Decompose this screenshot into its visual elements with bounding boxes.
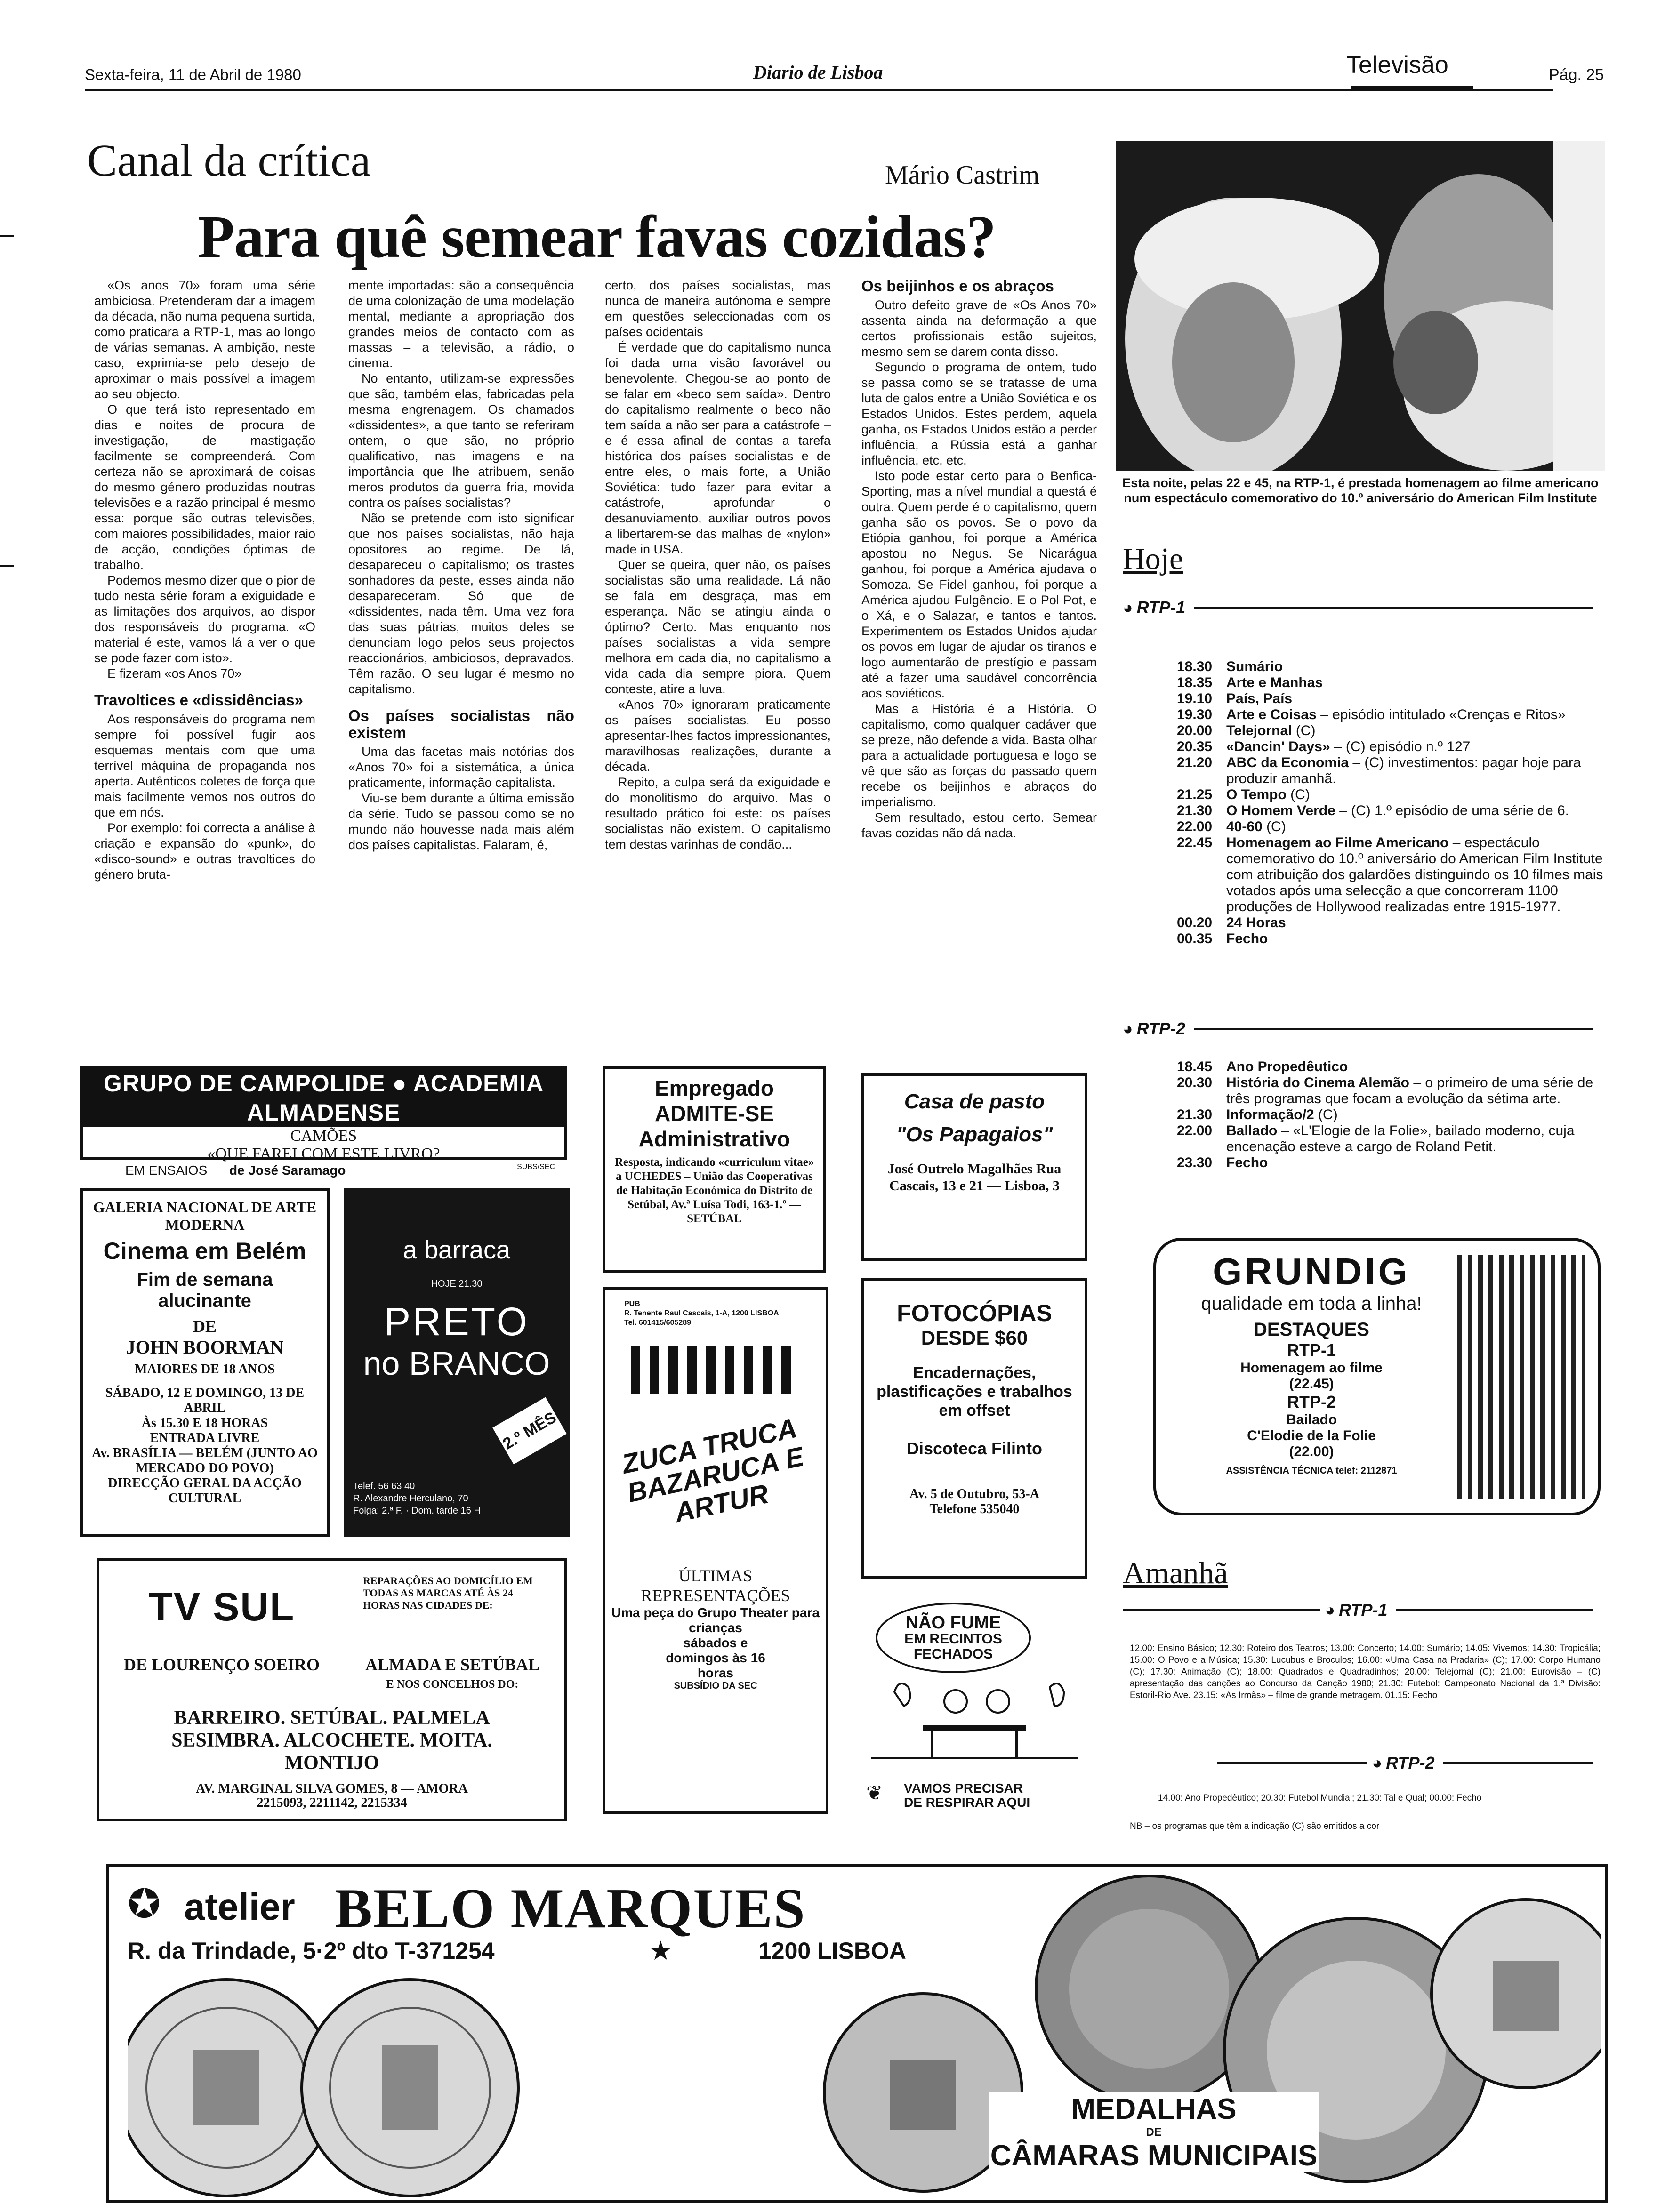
campolide-line: «QUE FAREI COM ESTE LIVRO? — [207, 1145, 440, 1162]
galeria-line: MAIORES DE 18 ANOS — [135, 1362, 275, 1377]
subheading: Os beijinhos e os abraços — [861, 277, 1054, 295]
nao-fume-line: EM RECINTOS FECHADOS — [904, 1631, 1002, 1662]
speaker-grille — [1457, 1255, 1585, 1499]
zuca-line: REPRESENTAÇÕES — [641, 1586, 790, 1605]
schedule-description: – (C) investimentos: pagar hoje para produzir amanhã. — [1226, 755, 1581, 786]
galeria-line: Av. BRASÍLIA — BELÉM (JUNTO AO MERCADO DO POVO) — [92, 1446, 318, 1475]
paragraph: Podemos mesmo dizer que o pior de tudo nesta série foram a exiguidade e as limitações dos arquivos, ao dispor dos responsáveis do programa. «O material é este, vamos lá a ver o que se pode fazer com isto». — [94, 573, 315, 665]
schedule-program: O Homem Verde — [1226, 803, 1335, 818]
color-note: NB – os programas que têm a indicação (C) são emitidos a cor — [1130, 1821, 1380, 1831]
schedule-time: 20.30 — [1177, 1075, 1213, 1090]
schedule-time: 21.30 — [1177, 1107, 1213, 1122]
belo-address: R. da Trindade, 5·2º dto T-371254 — [128, 1938, 495, 1964]
schedule-row — [1177, 835, 1605, 915]
galeria-ad — [80, 1188, 330, 1537]
paragraph: E fizeram «os Anos 70» — [107, 666, 242, 681]
zuca-line: SUBSÍDIO DA SEC — [674, 1681, 757, 1691]
tomorrow-rtp2-header — [1123, 1753, 1593, 1773]
zuca-line: ÚLTIMAS — [678, 1566, 753, 1585]
photo-caption: Esta noite, pelas 22 e 45, na RTP-1, é prestada homenagem ao filme americano num espectáculo comemorativo do 10.º aniversário do American Film Institute — [1122, 476, 1599, 505]
film-photo-illustration — [1116, 141, 1605, 471]
belo-star-icon: ★ — [650, 1938, 671, 1964]
tv-sul-cities: ALMADA E SETÚBAL — [365, 1655, 540, 1674]
belo-medals-line: MEDALHAS — [1071, 2093, 1237, 2125]
galeria-line: SÁBADO, 12 E DOMINGO, 13 DE ABRIL — [105, 1386, 305, 1415]
rtp1-channel-header — [1123, 598, 1593, 617]
headline: Para quê semear favas cozidas? — [198, 203, 996, 270]
schedule-time: 21.20 — [1177, 755, 1213, 770]
nao-fume-line: DE RESPIRAR AQUI — [904, 1795, 1030, 1810]
paragraph: «Os anos 70» foram uma série ambiciosa. Pretenderam dar a imagem da década, não numa pequena surtida, como praticara a RTP-1, mas ao longo de várias semanas. A ambição, neste caso, exprimia-se pelo desejo de aproximar o mais possível a imagem ao seu objecto. — [94, 278, 315, 401]
schedule-row — [1177, 819, 1605, 835]
schedule-description: – episódio intitulado «Crenças e Ritos» — [1316, 707, 1566, 722]
grundig-slogan: qualidade em toda a linha! — [1201, 1293, 1422, 1314]
tomorrow-title: Amanhã — [1123, 1556, 1228, 1590]
grundig-ad — [1153, 1238, 1601, 1515]
margin-mark — [0, 565, 14, 567]
film-photo — [1116, 141, 1605, 471]
schedule-time: 22.00 — [1177, 819, 1213, 834]
schedule-program: ABC da Economia — [1226, 755, 1349, 770]
header-rule — [85, 89, 1553, 91]
divider — [1396, 1609, 1593, 1611]
nao-fume-footer — [904, 1781, 1030, 1810]
schedule-row — [1177, 787, 1605, 803]
schedule-program: Fecho — [1226, 931, 1268, 946]
schedule-row — [1177, 1059, 1605, 1075]
belo-city: 1200 LISBOA — [758, 1938, 907, 1964]
article-column-3 — [605, 278, 831, 852]
barraca-sticker: 2.º MÊS — [492, 1397, 567, 1465]
paragraph: Por exemplo: foi correcta a análise à criação e expansão do «punk», do «disco-sound» e outras travoltices do género bruta- — [94, 821, 315, 882]
paragraph: Uma das facetas mais notórias dos «Anos 70» foi a sistemática, a única praticamente, informação capitalista. — [348, 745, 574, 790]
empregado-body: Resposta, indicando «curriculum vitae» a UCHEDES – União das Cooperativas de Habitação Económica do Distrito de Setúbal, Av.ª Luísa Todi, 163-1.º — SETÚBAL — [614, 1156, 814, 1225]
schedule-row — [1177, 931, 1605, 947]
divider — [1217, 1762, 1367, 1764]
article-column-1 — [94, 278, 315, 882]
casa-body: José Outrelo Magalhães Rua Cascais, 13 e 21 — Lisboa, 3 — [887, 1161, 1062, 1194]
tomorrow-rtp2-text: 14.00: Ano Propedêutico; 20.30: Futebol Mundial; 21.30: Tal e Qual; 00.00: Fecho — [1158, 1793, 1482, 1803]
rtp2-schedule — [1177, 1059, 1605, 1171]
paragraph: mente importadas: são a consequência de uma colonização de uma modelação mental, mediante a apropriação dos grandes meios de contacto com as massas – a televisão, a rádio, o cinema. — [348, 278, 574, 370]
schedule-time: 21.25 — [1177, 787, 1213, 802]
schedule-time: 18.35 — [1177, 675, 1213, 690]
paragraph: Segundo o programa de ontem, tudo se passa como se se tratasse de uma luta de galos entre a União Soviética e os Estados Unidos. Estes perdem, aquela ganha, os Estados Unidos estão a perder influência, a Rússia está a ganhar influência, etc, etc. — [861, 360, 1097, 467]
empregado-line: Administrativo — [638, 1127, 790, 1151]
schedule-description: – o primeiro de uma série de três programas que focam a evolução da sétima arte. — [1226, 1075, 1593, 1106]
tv-sul-address-line: AV. MARGINAL SILVA GOMES, 8 — AMORA — [196, 1781, 468, 1796]
barraca-sub: HOJE 21.30 — [431, 1279, 483, 1289]
schedule-row — [1177, 675, 1605, 691]
schedule-time: 22.45 — [1177, 835, 1213, 850]
belo-name: BELO MARQUES — [335, 1877, 806, 1940]
municipal-medals-illustration — [128, 1970, 598, 2201]
paragraph: O que terá isto representado em dias e noites de procura de investigação, de mastigação facilmente se compreenderá. Com certeza não se aproximará de coisas do mesmo género produzidas noutras televisões e a razão principal é mesmo essa: porque são outras televisões, com maiores possibilidades, maior raio de acção, condições óptimas de trabalho. — [94, 402, 315, 572]
schedule-row — [1177, 707, 1605, 723]
schedule-time: 19.10 — [1177, 691, 1213, 706]
schedule-row — [1177, 755, 1605, 787]
divider — [1194, 607, 1593, 609]
casa-line: "Os Papagaios" — [896, 1123, 1053, 1146]
fotocopias-line: Telefone 535040 — [929, 1502, 1020, 1516]
park-bench-illustration — [866, 1673, 1083, 1767]
schedule-program: 24 Horas — [1226, 915, 1286, 930]
rtp2-label: RTP-2 — [1386, 1753, 1435, 1772]
article-column-2 — [348, 278, 574, 853]
schedule-program: 40-60 — [1226, 819, 1263, 834]
rtp1-label: RTP-1 — [1339, 1600, 1388, 1619]
galeria-line: Fim de semana alucinante — [137, 1269, 273, 1311]
nao-fume-line: VAMOS PRECISAR — [904, 1781, 1023, 1795]
schedule-row — [1177, 1107, 1605, 1123]
paragraph: Repito, a culpa será da exiguidade e do monolitismo do arquivo. Mas o resultado prático foi este: os países socialistas não existem. O capitalismo tem destas varinhas de condão... — [605, 775, 831, 851]
paragraph: Outro defeito grave de «Os Anos 70» assenta ainda na deformação a que certos profissionais estão sujeitos, mesmo sem se darem conta disso. — [861, 298, 1097, 359]
schedule-program: Arte e Coisas — [1226, 707, 1317, 722]
schedule-program: O Tempo — [1226, 787, 1287, 802]
campolide-line: EM ENSAIOS — [125, 1163, 208, 1178]
schedule-row — [1177, 691, 1605, 707]
schedule-description: (C) — [1292, 723, 1316, 738]
casa-de-pasto-ad — [861, 1073, 1087, 1261]
schedule-program: Sumário — [1226, 659, 1283, 674]
zuca-top: R. Tenente Raul Cascais, 1-A, 1200 LISBOA — [624, 1309, 779, 1317]
section-rule — [1351, 86, 1473, 91]
tv-sul-repairs: REPARAÇÕES AO DOMICÍLIO EM TODAS AS MARCAS ATÉ ÀS 24 HORAS NAS CIDADES DE: — [363, 1575, 533, 1611]
belo-medals-line: CÂMARAS MUNICIPAIS — [990, 2140, 1318, 2172]
grundig-line: C'Elodie de la Folie — [1247, 1428, 1376, 1443]
tv-sul-towns — [99, 1707, 564, 1774]
schedule-program: Fecho — [1226, 1155, 1268, 1170]
schedule-time: 00.20 — [1177, 915, 1213, 930]
rtp1-schedule — [1177, 659, 1605, 947]
fotocopias-line: Discoteca Filinto — [906, 1439, 1043, 1458]
tv-sul-town-line: BARREIRO. SETÚBAL. PALMELA — [174, 1707, 490, 1729]
campolide-line: de José Saramago — [229, 1163, 346, 1178]
grundig-footer: ASSISTÊNCIA TÉCNICA telef: 2112871 — [1226, 1466, 1397, 1476]
tv-sul-brand: TV SUL — [148, 1585, 295, 1629]
campolide-line: SUBS/SEC — [517, 1163, 555, 1171]
schedule-program: «Dancin' Days» — [1226, 739, 1330, 754]
schedule-description: – espectáculo comemorativo do 10.º aniversário do American Film Institute com atribuição dos galardões distinguindo os 10 filmes mais votados após uma selecção a que concorreram 1100 produções de Hollywood realizadas entre 1915-1977. — [1226, 835, 1603, 914]
barraca-footer-line: Folga: 2.ª F. · Dom. tarde 16 H — [353, 1506, 481, 1516]
zuca-line: sábados e domingos às 16 horas — [666, 1635, 765, 1680]
divider — [1194, 1028, 1593, 1030]
belo-marques-ad — [106, 1864, 1608, 2203]
schedule-program: Homenagem ao Filme Americano — [1226, 835, 1449, 850]
nao-fume-ad — [861, 1603, 1087, 1814]
barraca-big: PRETO — [384, 1299, 529, 1344]
star-icon: ✪ — [128, 1882, 161, 1926]
grundig-line: (22.00) — [1289, 1444, 1334, 1459]
galeria-line: JOHN BOORMAN — [126, 1337, 284, 1358]
header-date: Sexta-feira, 11 de Abril de 1980 — [85, 66, 301, 83]
paragraph: Viu-se bem durante a última emissão da série. Tudo se passou como se no mundo não houvesse nada mais além dos países capitalistas. Falaram, é, — [348, 791, 574, 852]
grundig-line: Bailado — [1286, 1412, 1337, 1427]
barraca-title: a barraca — [402, 1236, 511, 1264]
galeria-line: ENTRADA LIVRE — [150, 1431, 260, 1445]
rtp1-logo-icon: ◕ — [1325, 1600, 1335, 1619]
section-title: Televisão — [1346, 51, 1448, 79]
galeria-line: DIRECÇÃO GERAL DA ACÇÃO CULTURAL — [108, 1476, 302, 1506]
schedule-row — [1177, 803, 1605, 819]
paragraph: Não se pretende com isto significar que nos países socialistas, não haja opositores ao regime. De lá, desapareceu o capitalismo; os trastes sonhadores da peste, esses ainda não desapareceram. Só que de «dissidentes, nada têm. Uma vez fora das suas pátrias, muitos deles se denunciam logo pelos seus projectos reaccionários, ambiciosos, depravados. Têm razão. O seu lugar é mesmo no capitalismo. — [348, 511, 574, 696]
article-column-4 — [861, 278, 1097, 841]
schedule-row — [1177, 1075, 1605, 1107]
empregado-ad — [603, 1066, 826, 1273]
schedule-description: – (C) episódio n.º 127 — [1330, 739, 1471, 754]
paragraph: No entanto, utilizam-se expressões que são, também elas, fabricadas pela mesma engrenagem. Os chamados «dissidentes», a que tanto se referiram ontem, o que são, no próprio qualificativo, nas imagens e na importância que lhe atribuem, senão meros produtos da guerra fria, movida contra os países socialistas? — [348, 371, 574, 510]
divider — [1443, 1762, 1593, 1764]
schedule-time: 23.30 — [1177, 1155, 1213, 1170]
tv-sul-ad — [97, 1558, 567, 1821]
schedule-row — [1177, 1123, 1605, 1155]
rtp2-label: RTP-2 — [1136, 1019, 1186, 1038]
barraca-footer — [353, 1480, 481, 1517]
zuca-top: Tel. 601415/605289 — [624, 1319, 692, 1327]
tv-sul-councils: E NOS CONCELHOS DO: — [386, 1678, 519, 1691]
schedule-description: (C) — [1286, 787, 1310, 802]
schedule-row — [1177, 739, 1605, 755]
campolide-line: CAMÕES — [290, 1127, 357, 1145]
schedule-program: Ano Propedêutico — [1226, 1059, 1348, 1074]
campolide-band: GRUPO DE CAMPOLIDE ● ACADEMIA ALMADENSE — [83, 1069, 564, 1127]
barraca-footer-line: R. Alexandre Herculano, 70 — [353, 1493, 468, 1504]
barraca-footer-line: Telef. 56 63 40 — [353, 1481, 415, 1491]
grundig-line: RTP-1 — [1287, 1340, 1336, 1360]
newspaper-masthead: Diario de Lisboa — [753, 62, 883, 83]
galeria-line: DE — [193, 1317, 217, 1336]
subheading: Travoltices e «dissidências» — [94, 691, 303, 709]
puppets-illustration — [631, 1346, 800, 1394]
schedule-row — [1177, 659, 1605, 675]
belo-atelier: atelier — [184, 1886, 295, 1928]
barraca-ad — [344, 1188, 570, 1537]
rtp2-logo-icon: ◕ — [1123, 1019, 1133, 1038]
barraca-big: no BRANCO — [363, 1345, 550, 1382]
rtp1-label: RTP-1 — [1136, 598, 1186, 617]
schedule-time: 00.35 — [1177, 931, 1213, 946]
fotocopias-line: Encadernações, plastificações e trabalhos em offset — [877, 1364, 1072, 1419]
zuca-line: Uma peça do Grupo Theater para crianças — [611, 1605, 820, 1635]
fotocopias-line: Av. 5 de Outubro, 53-A — [909, 1487, 1039, 1501]
tomorrow-rtp1-header — [1123, 1600, 1593, 1620]
casa-line: Casa de pasto — [904, 1090, 1045, 1113]
schedule-program: Telejornal — [1226, 723, 1292, 738]
fotocopias-ad — [861, 1278, 1087, 1579]
tv-sul-address — [99, 1782, 564, 1810]
grundig-line: RTP-2 — [1287, 1392, 1336, 1411]
empregado-line: ADMITE-SE — [655, 1101, 774, 1126]
schedule-time: 18.30 — [1177, 659, 1213, 674]
paragraph: É verdade que do capitalismo nunca foi dada uma visão favorável ou benevolente. Chegou-se ao ponto de se falar em «beco sem saída». Dentro do capitalismo realmente o beco não tem saída a não ser para a catástrofe – e é essa afinal de contas a tarefa histórica dos países socialistas e de entre eles, o mais forte, a União Soviética: tudo fazer para evitar a catástrofe, aprofundar o desanuviamento, auxiliar outros povos a libertarem-se das malhas de «nylon» made in USA. — [605, 340, 831, 556]
rtp1-logo-icon: ◕ — [1123, 598, 1133, 617]
empregado-line: Empregado — [654, 1076, 774, 1100]
schedule-time: 20.00 — [1177, 723, 1213, 738]
schedule-row — [1177, 723, 1605, 739]
schedule-time: 22.00 — [1177, 1123, 1213, 1138]
paragraph: «Anos 70» ignoraram praticamente os países socialistas. Eu posso apresentar-lhes factos impressionantes, maravilhosas realizações, durante a década. — [605, 697, 831, 774]
paragraph: Mas a História é a História. O capitalismo, como qualquer cadáver que se preze, não defende a vida. Basta olhar para a actualidade portuguesa e logo se vê que são as forças do passado quem recebe os beijinhos e abraços do imperialismo. — [861, 702, 1097, 809]
lungs-icon: ❦ — [866, 1782, 883, 1804]
tv-sul-phone: 2215093, 2211142, 2215334 — [257, 1795, 407, 1810]
galeria-line: Cinema em Belém — [103, 1238, 306, 1264]
schedule-row — [1177, 915, 1605, 931]
paragraph: Aos responsáveis do programa nem sempre foi possível fugir aos esquemas mentais com que uma terrível máquina de propaganda nos aperta. Autênticos coletes de força que mais facilmente vemos nos outros do que em nós. — [94, 712, 315, 819]
paragraph: certo, dos países socialistas, mas nunca de maneira autónoma e sempre em questões seleccionadas com os países ocidentais — [605, 278, 831, 339]
margin-mark — [0, 235, 14, 237]
schedule-program: Arte e Manhas — [1226, 675, 1323, 690]
today-title: Hoje — [1123, 542, 1183, 576]
zuca-art: ZUCA TRUCA BAZARUCA E ARTUR — [619, 1412, 807, 1528]
grundig-line: Homenagem ao filme — [1240, 1360, 1383, 1376]
galeria-line: GALERIA NACIONAL DE ARTE MODERNA — [93, 1199, 317, 1233]
schedule-description: – «L'Elogie de la Folie», bailado moderno, cuja encenação esteve a cargo de Roland Petit. — [1226, 1123, 1575, 1154]
schedule-program: Informação/2 — [1226, 1107, 1314, 1122]
schedule-program: País, País — [1226, 691, 1293, 706]
tv-sul-town-line: MONTIJO — [284, 1752, 379, 1774]
tv-sul-town-line: SESIMBRA. ALCOCHETE. MOITA. — [171, 1730, 492, 1751]
schedule-time: 20.35 — [1177, 739, 1213, 754]
schedule-description: – (C) 1.º episódio de uma série de 6. — [1335, 803, 1569, 818]
schedule-program: História do Cinema Alemão — [1226, 1075, 1409, 1090]
paragraph: Isto pode estar certo para o Benfica-Sporting, mas a nível mundial a questá é outra. Quem perde é o capitalismo, quem ganha são os povos. Se o povo da Etiópia ganhou, foi porque a América apostou no Negus. Se Nicarágua ganhou, foi porque a América ajudava o Somoza. Se Fidel ganhou, foi porque a América ajudou Fulgêncio. E o Pol Pot, e o Xá, e o Salazar, e tantos e tantos. Experimentem os Estados Unidos ajudar os povos em lugar de ajudar os tiranos e logo aumentarão de prestígio e passam até a fazer uma saudável concorrência aos soviéticos. — [861, 469, 1097, 700]
subheading: Os países socialistas não existem — [348, 707, 574, 741]
fotocopias-line: DESDE $60 — [921, 1327, 1028, 1349]
schedule-time: 21.30 — [1177, 803, 1213, 818]
fotocopias-line: FOTOCÓPIAS — [897, 1300, 1052, 1326]
campolide-ad — [80, 1066, 567, 1178]
divider — [1123, 1609, 1320, 1611]
page-number: Pág. 25 — [1549, 66, 1604, 84]
grundig-brand: GRUNDIG — [1213, 1250, 1410, 1292]
paragraph: Quer se queira, quer não, os países socialistas são uma realidade. Lá não se fala em desgraça, mas em esperança. Não se atingiu ainda o óptimo? Certo. Mas enquanto nos países socialistas a vida sempre melhora em cada dia, no capitalismo a vida cada dia sempre piora. Quem conteste, atire a luva. — [605, 558, 831, 696]
nao-fume-line: NÃO FUME — [905, 1613, 1001, 1633]
rtp2-logo-icon: ◕ — [1372, 1753, 1383, 1772]
schedule-description: (C) — [1314, 1107, 1338, 1122]
tomorrow-rtp1-text: 12.00: Ensino Básico; 12.30: Roteiro dos Teatros; 13.00: Concerto; 14.00: Sumário; 14.05: Vivemos; 14.30: Tropicália; 15.00: O Povo e a Música; 15.30: Lucubus e Broculos; 16.00: «Uma Casa na Pradaria» (C); 17.00: Corpo Humano (C); 17.30: Animação (C); 18.00: Quadrados e Quadradinhos; 20.00: Telejornal (C); 21.00: Eurovisão – (C) apresentação das canções ao Concurso da Canção 1980; 21.30: Futebol: Campeonato Nacional da 1.ª Divisão: Estoril-Rio Ave. 23.15: «As Irmãs» – filme de grande metragem. 01.15: Fecho — [1130, 1643, 1601, 1700]
zuca-truca-ad — [603, 1287, 828, 1814]
galeria-line: Às 15.30 E 18 HORAS — [141, 1416, 268, 1430]
tv-sul-owner: DE LOURENÇO SOEIRO — [123, 1655, 320, 1674]
rtp2-channel-header — [1123, 1019, 1593, 1039]
schedule-row — [1177, 1155, 1605, 1171]
author-byline: Mário Castrim — [885, 160, 1040, 190]
column-title: Canal da crítica — [87, 135, 371, 185]
belo-medals-caption — [989, 2092, 1319, 2172]
schedule-time: 19.30 — [1177, 707, 1213, 722]
grundig-line: (22.45) — [1289, 1376, 1334, 1392]
schedule-time: 18.45 — [1177, 1059, 1213, 1074]
schedule-program: Ballado — [1226, 1123, 1278, 1138]
zuca-top: PUB — [624, 1300, 640, 1308]
grundig-heading: DESTAQUES — [1254, 1319, 1369, 1340]
paragraph: Sem resultado, estou certo. Semear favas cozidas não dá nada. — [861, 810, 1097, 840]
belo-medals-line: DE — [1146, 2126, 1162, 2139]
schedule-description: (C) — [1262, 819, 1286, 834]
